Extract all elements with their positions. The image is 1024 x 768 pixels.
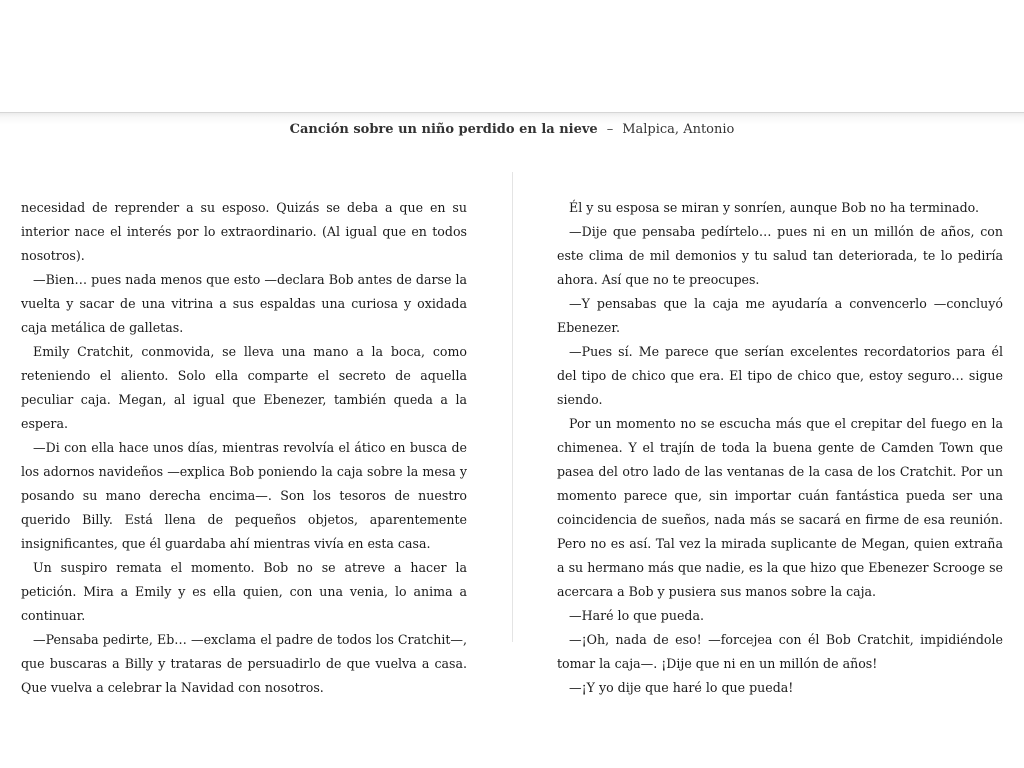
blank-top-area [0,0,1024,112]
paragraph: —¡Oh, nada de eso! —forcejea con él Bob Cratchit, impidiéndole tomar la caja—. ¡Dije que ni en un millón de años! [557,632,1003,671]
book-title: Canción sobre un niño perdido en la nieve [289,122,598,137]
header-separator: – [606,122,614,137]
book-author: Malpica, Antonio [622,122,735,137]
paragraph: —Haré lo que pueda. [569,608,705,623]
paragraph: —Di con ella hace unos días, mientras revolvía el ático en busca de los adornos navideños —explica Bob poniendo la caja sobre la mesa y posando su mano derecha encima—. Son los tesoros de nuestro querido Billy. Está llena de pequeños objetos, aparentemente insignificantes, que él guardaba ahí mientras vivía en esta casa. [21,440,467,551]
paragraph: Emily Cratchit, conmovida, se lleva una mano a la boca, como reteniendo el aliento. Solo ella comparte el secreto de aquella peculiar caja. Megan, al igual que Ebenezer, también queda a la espera. [21,344,467,431]
paragraph: necesidad de reprender a su esposo. Quizás se deba a que en su interior nace el interés por lo extraordinario. (Al igual que en todos nosotros). [21,200,467,263]
paragraph: Un suspiro remata el momento. Bob no se atreve a hacer la petición. Mira a Emily y es ella quien, con una venia, lo anima a continuar. [21,560,467,623]
paragraph: —Bien… pues nada menos que esto —declara Bob antes de darse la vuelta y sacar de una vitrina a sus espaldas una curiosa y oxidada caja metálica de galletas. [21,272,467,335]
left-page [21,196,467,700]
paragraph: —Pensaba pedirte, Eb… —exclama el padre de todos los Cratchit—, que buscaras a Billy y trataras de persuadirlo de que vuelva a casa. Que vuelva a celebrar la Navidad con nosotros. [21,632,467,695]
paragraph: Él y su esposa se miran y sonríen, aunque Bob no ha terminado. [569,200,980,215]
page-gutter-divider [512,172,513,642]
paragraph: —Pues sí. Me parece que serían excelentes recordatorios para él del tipo de chico que era. El tipo de chico que, estoy seguro… sigue siendo. [557,344,1003,407]
paragraph: —¡Y yo dije que haré lo que pueda! [569,680,794,695]
paragraph: Por un momento no se escucha más que el crepitar del fuego en la chimenea. Y el trajín de toda la buena gente de Camden Town que pasea del otro lado de las ventanas de la casa de los Cratchit. Por un momento parece que, sin importar cuán fantástica pueda ser una coincidencia de sueños, nada más se sacará en firme de esa reunión. Pero no es así. Tal vez la mirada suplicante de Megan, quien extraña a su hermano más que nadie, es la que hizo que Ebenezer Scrooge se acercara a Bob y pusiera sus manos sobre la caja. [557,416,1003,599]
paragraph: —Y pensabas que la caja me ayudaría a convencerlo —concluyó Ebenezer. [557,296,1003,335]
paragraph: —Dije que pensaba pedírtelo… pues ni en un millón de años, con este clima de mil demonios y tu salud tan deteriorada, te lo pediría ahora. Así que no te preocupes. [557,224,1003,287]
running-header [0,122,1024,137]
right-page [557,196,1003,700]
